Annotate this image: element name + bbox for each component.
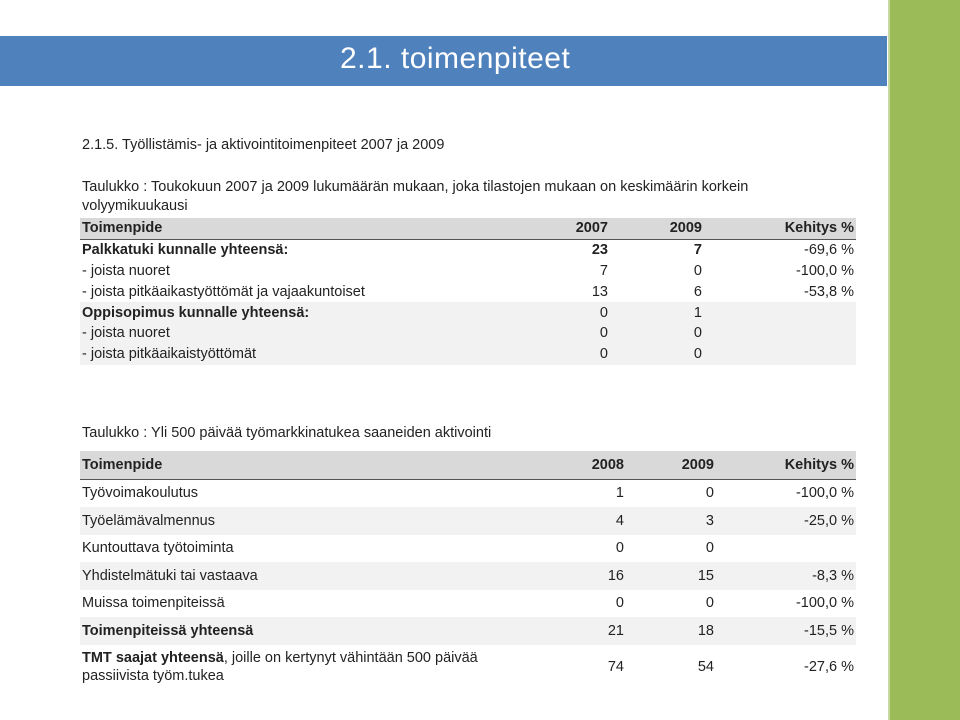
cell-value-2007: 13 [591, 283, 608, 300]
table-row [80, 562, 856, 590]
cell-value-2009: 0 [610, 323, 704, 344]
table-activation-500-days [80, 451, 856, 689]
cell-change [704, 302, 856, 323]
cell-value-2007: 0 [520, 344, 610, 365]
table-row-total [80, 617, 856, 645]
cell-change [704, 323, 856, 344]
cell-change: -15,5 % [716, 617, 856, 645]
row-label: - joista nuoret [82, 262, 170, 279]
table-row [80, 590, 856, 618]
cell-change: -8,3 % [716, 562, 856, 590]
header-year-2008: 2008 [520, 451, 626, 479]
cell-value-2007: 23 [591, 242, 608, 259]
row-label-rest: , joille on kertynyt vähintään 500 päivää passiivista työm.tukea [82, 649, 478, 684]
cell-value-2008: 1 [615, 485, 624, 502]
cell-change: -100,0 % [795, 485, 854, 502]
cell-value-2009: 0 [705, 595, 714, 612]
row-label [80, 645, 520, 689]
row-label: Muissa toimenpiteissä [82, 595, 225, 612]
row-label: Kuntouttava työtoiminta [82, 540, 234, 557]
cell-change [716, 535, 856, 563]
cell-value-2007: 0 [520, 323, 610, 344]
cell-change: -53,8 % [804, 283, 854, 300]
table-row [80, 344, 856, 365]
cell-change: -69,6 % [804, 242, 854, 259]
row-label: Työvoimakoulutus [82, 485, 199, 502]
header-change: Kehitys % [716, 451, 856, 479]
section-heading: 2.1.5. Työllistämis- ja aktivointitoimenpiteet 2007 ja 2009 [82, 137, 445, 153]
header-year-2007: 2007 [520, 218, 610, 239]
header-year-2009: 2009 [610, 218, 704, 239]
table-row [80, 479, 856, 507]
cell-value-2009: 15 [626, 562, 716, 590]
cell-value-2008: 4 [520, 507, 626, 535]
table-row [80, 261, 856, 282]
cell-value-2009: 0 [693, 262, 702, 279]
cell-value-2008: 16 [520, 562, 626, 590]
cell-value-2009: 1 [610, 302, 704, 323]
cell-value-2008: 21 [520, 617, 626, 645]
header-change: Kehitys % [704, 218, 856, 239]
cell-change: -27,6 % [804, 658, 854, 675]
table1-caption: Taulukko : Toukokuun 2007 ja 2009 lukumäärän mukaan, joka tilastojen mukaan on keskimäärin korkein volyymikuukausi [82, 179, 749, 214]
cell-value-2009: 0 [610, 344, 704, 365]
side-accent-bar [890, 0, 960, 720]
row-label: - joista pitkäaikastyöttömät ja vajaakuntoiset [82, 283, 365, 300]
cell-value-2007: 7 [599, 262, 608, 279]
table-header-row [80, 218, 856, 239]
cell-change: -25,0 % [716, 507, 856, 535]
row-label: Yhdistelmätuki tai vastaava [80, 562, 520, 590]
row-label: - joista nuoret [80, 323, 520, 344]
row-label: Palkkatuki kunnalle yhteensä: [82, 242, 289, 259]
cell-value-2009: 6 [693, 283, 702, 300]
table-row [80, 281, 856, 302]
cell-change: -100,0 % [795, 595, 854, 612]
cell-value-2007: 0 [520, 302, 610, 323]
table-row [80, 323, 856, 344]
cell-change: -100,0 % [795, 262, 854, 279]
header-year-2009: 2009 [626, 451, 716, 479]
cell-value-2009: 18 [626, 617, 716, 645]
cell-value-2008: 0 [615, 595, 624, 612]
slide-title: 2.1. toimenpiteet [340, 42, 571, 75]
cell-value-2009: 0 [705, 485, 714, 502]
header-measure: Toimenpide [80, 451, 520, 479]
cell-value-2009: 54 [697, 658, 714, 675]
cell-value-2008: 74 [607, 658, 624, 675]
table-measures-2007-2009 [80, 218, 856, 365]
cell-value-2008: 0 [615, 540, 624, 557]
row-label: - joista pitkäaikaistyöttömät [80, 344, 520, 365]
cell-value-2009: 0 [705, 540, 714, 557]
cell-value-2009: 3 [626, 507, 716, 535]
table-row [80, 239, 856, 260]
row-label: Oppisopimus kunnalle yhteensä: [80, 302, 520, 323]
row-label-bold: TMT saajat yhteensä [82, 649, 224, 666]
table-row [80, 507, 856, 535]
table2-caption: Taulukko : Yli 500 päivää työmarkkinatukea saaneiden aktivointi [82, 425, 492, 441]
table-row [80, 535, 856, 563]
table-header-row [80, 451, 856, 479]
row-label: Toimenpiteissä yhteensä [80, 617, 520, 645]
row-label: Työelämävalmennus [80, 507, 520, 535]
cell-change [704, 344, 856, 365]
table-row-tmt-total [80, 645, 856, 689]
table-row [80, 302, 856, 323]
header-measure: Toimenpide [80, 218, 520, 239]
cell-value-2009: 7 [693, 242, 702, 259]
